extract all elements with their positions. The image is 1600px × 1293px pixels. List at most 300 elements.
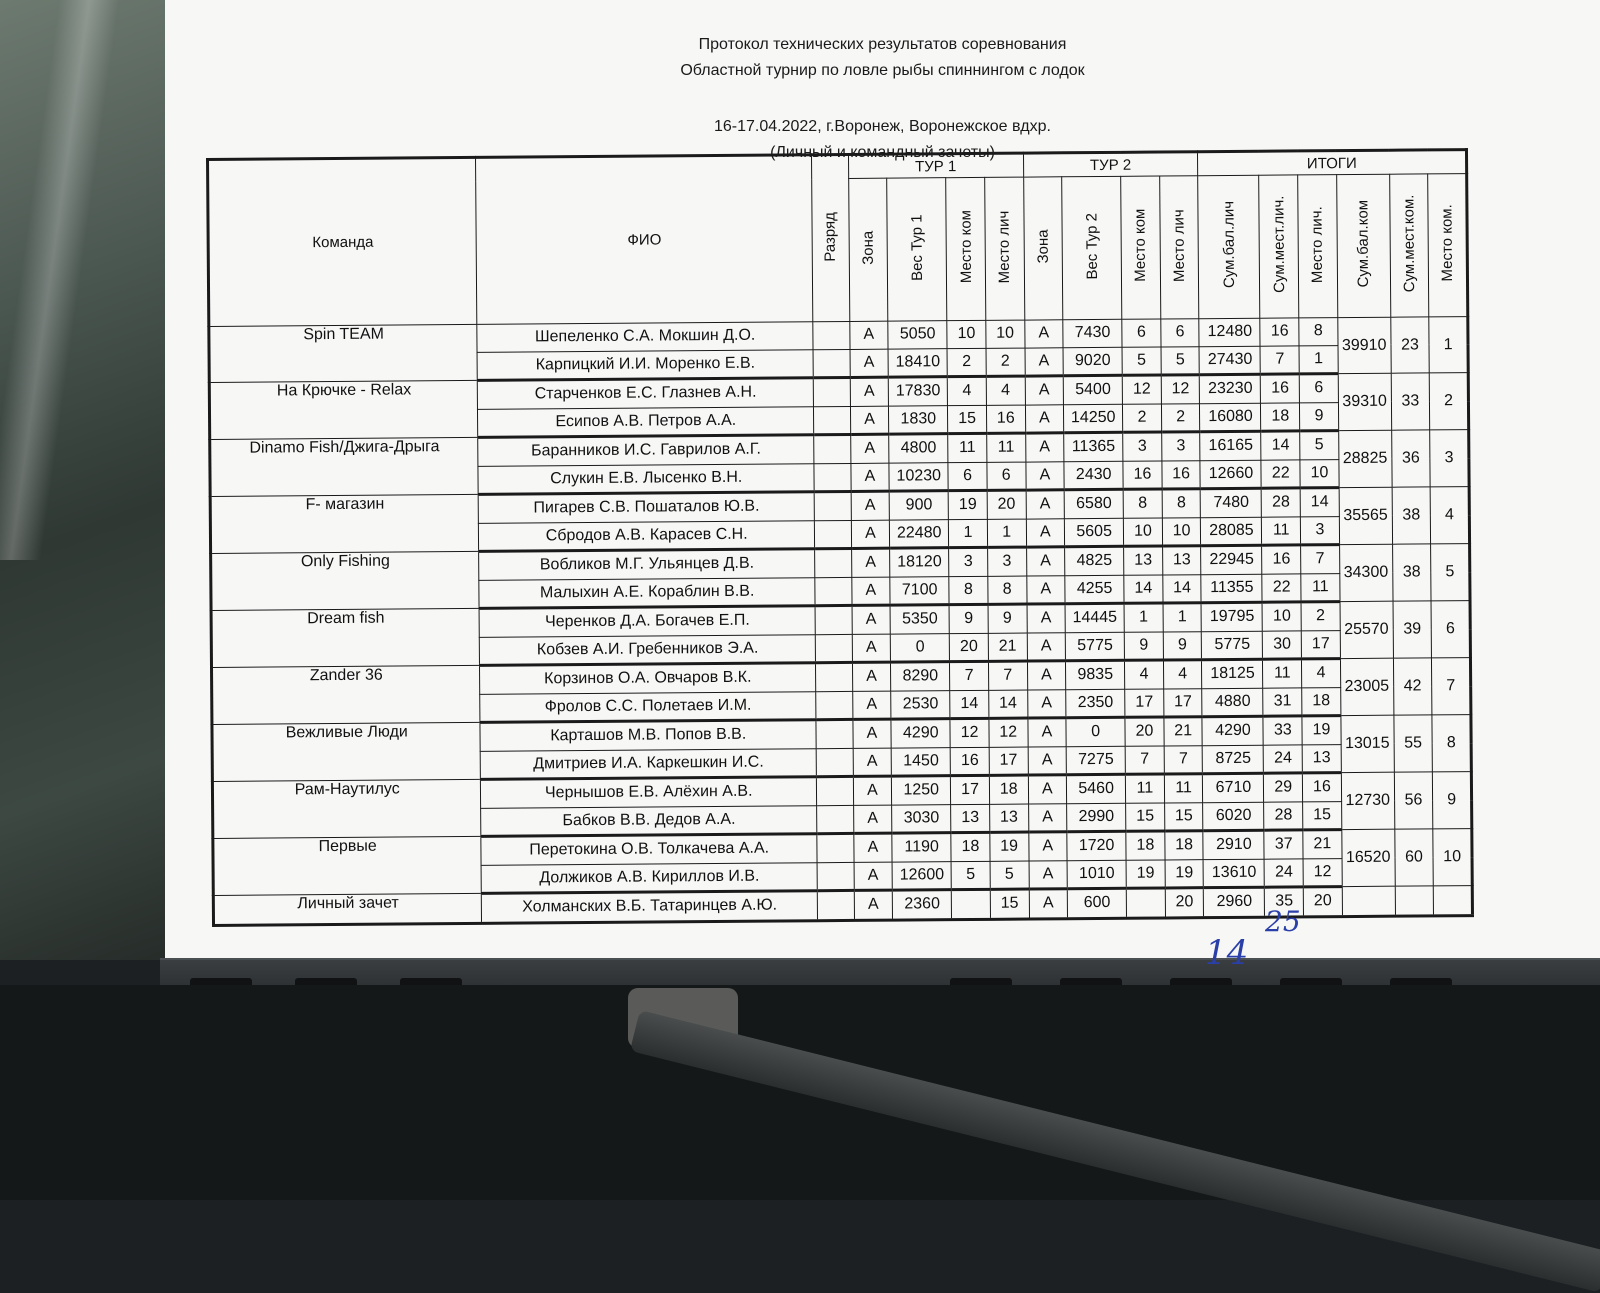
cell-fio: Фролов С.С. Полетаев И.М. [480,691,816,722]
cell-zone2: A [1024,320,1063,348]
cell-weight1: 5350 [890,605,949,634]
cell-pers-place2: 2 [1161,403,1200,432]
cell-fio: Шепеленко С.А. Мокшин Д.О. [477,322,813,352]
cell-sum-places-pers: 24 [1264,744,1303,773]
cell-rank [814,491,851,520]
cell-pers-place1: 4 [986,376,1025,405]
cell-weight2: 14445 [1065,603,1124,632]
header-line-1: Протокол технических результатов соревнования [698,36,1067,53]
cell-pers-place2: 9 [1163,631,1202,660]
cell-team-place2: 4 [1125,660,1164,689]
cell-rank [817,890,854,920]
cell-rank [813,349,850,378]
cell-zone1: A [850,434,889,463]
cell-fio: Кобзев А.И. Гребенников Э.А. [480,634,816,665]
cell-pers-place2: 10 [1162,517,1201,546]
cell-sum-places-pers: 24 [1265,858,1304,887]
cell-fio: Бабков В.В. Дедов А.А. [481,805,817,836]
cell-fio: Вобликов М.Г. Ульянцев Д.В. [479,549,815,580]
cell-zone1: A [850,406,889,435]
cell-fio: Должиков А.В. Кириллов И.В. [482,862,818,893]
cell-team-place2: 13 [1124,546,1163,575]
cell-sum-places-pers: 11 [1262,516,1301,545]
cell-pers-place2: 5 [1161,346,1200,375]
col-zone1: Зона [848,178,888,321]
cell-team-place1: 10 [947,320,986,348]
cell-sum-places-pers: 16 [1260,318,1299,346]
cell-sum-places-pers: 37 [1264,830,1303,859]
cell-zone1: A [852,634,891,663]
cell-sum-places-pers: 10 [1262,602,1301,631]
header-line-2: Областной турнир по ловле рыбы спиннингом с лодок [680,62,1085,79]
cell-zone2: A [1025,376,1064,405]
cell-pers-place1: 14 [989,690,1028,719]
col-sum-points-pers: Сум.бал.лич [1198,175,1260,318]
cell-zone1: A [850,349,889,378]
cell-team-place2: 14 [1124,574,1163,603]
cell-place-pers: 4 [1302,659,1341,688]
cell-place-pers: 6 [1299,374,1338,403]
cell-sum-points-pers: 5775 [1202,631,1263,660]
cell-pers-place2: 7 [1164,745,1203,774]
cell-sum-places-pers: 18 [1261,402,1300,431]
cell-sum-points-team: 13015 [1341,715,1394,772]
cell-zone1: A [852,691,891,720]
cell-zone2: A [1029,860,1068,889]
signature-time-minutes: 25 [1265,905,1301,938]
cell-rank [816,662,853,691]
cell-sum-points-pers: 6710 [1203,773,1264,802]
cell-team-place2: 19 [1126,859,1165,888]
cell-weight1: 17830 [889,377,948,406]
cell-place-pers: 17 [1301,630,1340,659]
cell-sum-points-pers: 13610 [1204,859,1265,888]
cell-place-pers: 19 [1302,716,1341,745]
cell-team-place2: 8 [1123,489,1162,518]
cell-zone2: A [1025,433,1064,462]
cell-pers-place1: 21 [988,633,1027,662]
cell-zone1: A [851,463,890,492]
cell-rank [816,719,853,748]
cell-sum-points-pers: 16080 [1200,403,1261,432]
cell-place-team: 8 [1432,715,1471,772]
cell-pers-place2: 21 [1164,717,1203,746]
cell-fio: Корзинов О.А. Овчаров В.К. [480,663,816,694]
cell-zone1: A [853,748,892,777]
cell-weight2: 4825 [1065,546,1124,575]
results-body [209,317,1473,925]
cell-rank [813,406,850,435]
cell-weight2: 5460 [1067,774,1126,803]
cell-weight1: 22480 [890,519,949,548]
cell-sum-points-team: 23005 [1340,658,1393,715]
cell-zone2: A [1026,490,1065,519]
cell-place-pers: 7 [1301,545,1340,574]
cell-fio: Черенков Д.А. Богачев Е.П. [479,606,815,637]
col-place-team: Место ком. [1428,174,1468,317]
cell-weight2: 1720 [1067,831,1126,860]
cell-weight2: 7430 [1063,319,1122,347]
cell-team-place2: 2 [1123,404,1162,433]
cell-sum-places-team: 36 [1391,430,1430,487]
cell-weight1: 1250 [892,776,951,805]
cell-sum-places-team: 38 [1392,544,1431,601]
cell-rank [816,691,853,720]
cell-weight2: 7275 [1066,746,1125,775]
cell-fio: Пигарев С.В. Пошаталов Ю.В. [479,492,815,523]
team-name-cell: Личный зачет [213,893,482,925]
cell-weight1: 1830 [889,405,948,434]
cell-pers-place1: 17 [989,747,1028,776]
team-name-cell: Zander 36 [212,665,481,724]
cell-weight2: 1010 [1067,860,1126,889]
cell-team-place1: 19 [948,490,987,519]
col-team-place2: Место ком [1121,176,1161,319]
cell-sum-places-pers: 7 [1260,345,1299,374]
cell-weight2: 11365 [1064,432,1123,461]
cell-pers-place1: 10 [986,320,1025,348]
cell-weight2: 4255 [1065,575,1124,604]
cell-pers-place1: 11 [987,433,1026,462]
cell-place-pers: 5 [1300,431,1339,460]
cell-place-team: 5 [1431,544,1470,601]
cell-sum-places-team: 38 [1392,487,1431,544]
cell-team-place2: 6 [1122,319,1161,347]
cell-place-pers: 8 [1299,318,1338,346]
cell-team-place1: 8 [949,576,988,605]
cell-weight1: 1450 [891,747,950,776]
col-sum-places-pers: Сум.мест.лич. [1259,175,1299,318]
cell-team-place2: 3 [1123,432,1162,461]
cell-sum-points-pers: 4880 [1202,688,1263,717]
cell-pers-place2: 15 [1164,802,1203,831]
cell-place-team: 4 [1430,487,1469,544]
team-name-cell: Only Fishing [211,551,480,610]
cell-sum-points-pers: 11355 [1201,574,1262,603]
cell-zone1: A [852,662,891,691]
cell-fio: Слукин Е.В. Лысенко В.Н. [478,463,814,494]
cell-pers-place1: 7 [988,661,1027,690]
cell-sum-places-pers: 31 [1263,687,1302,716]
cell-rank [814,520,851,549]
cell-team-place1: 9 [949,604,988,633]
cell-sum-places-pers: 16 [1261,374,1300,403]
cell-zone2: A [1026,575,1065,604]
cell-sum-places-pers: 14 [1261,431,1300,460]
cell-sum-places-pers: 35 [1265,887,1304,917]
cell-sum-points-pers: 27430 [1199,346,1260,375]
cell-zone1: A [851,577,890,606]
cell-team-place2: 12 [1122,375,1161,404]
cell-pers-place2: 18 [1165,831,1204,860]
cell-rank [815,634,852,663]
col-sum-places-team: Сум.мест.ком. [1389,174,1429,317]
cell-team-place2: 5 [1122,347,1161,376]
cell-team-place1: 1 [949,519,988,548]
cell-rank [813,321,850,349]
cell-team-place1: 3 [949,547,988,576]
header-line-3: 16-17.04.2022, г.Воронеж, Воронежское вдхр. [714,118,1051,135]
cell-rank [817,833,854,862]
windshield-glass [0,0,170,960]
cell-place-pers: 3 [1300,516,1339,545]
cell-pers-place1: 15 [990,889,1029,919]
cell-zone2: A [1028,746,1067,775]
cell-rank [814,463,851,492]
cell-sum-points-pers: 12480 [1199,318,1260,346]
cell-fio: Карпицкий И.И. Моренко Е.В. [477,349,813,380]
cell-weight1: 12600 [892,861,951,890]
cell-weight1: 1190 [892,833,951,862]
cell-pers-place2: 4 [1163,660,1202,689]
cell-weight1: 4800 [889,434,948,463]
cell-sum-points-pers: 7480 [1201,488,1262,517]
handwritten-signature [1205,905,1565,980]
cell-team-place2: 10 [1124,518,1163,547]
cell-sum-points-pers: 18125 [1202,659,1263,688]
col-fio: ФИО [476,155,813,325]
cell-pers-place1: 20 [987,490,1026,519]
cell-sum-places-pers: 29 [1264,773,1303,802]
cell-sum-places-pers: 11 [1263,659,1302,688]
cell-place-pers: 18 [1302,687,1341,716]
cell-fio: Холманских В.Б. Татаринцев А.Ю. [482,891,818,923]
cell-place-team: 10 [1433,829,1472,886]
cell-weight2: 2990 [1067,803,1126,832]
cell-sum-places-pers: 16 [1262,545,1301,574]
cell-team-place2: 1 [1124,603,1163,632]
cell-rank [816,748,853,777]
cell-place-team: 3 [1430,430,1469,487]
cell-sum-places-team: 42 [1393,658,1432,715]
cell-sum-places-pers: 28 [1262,488,1301,517]
cell-pers-place2: 1 [1163,603,1202,632]
cell-sum-points-pers: 8725 [1203,745,1264,774]
cell-weight1: 2360 [893,890,952,920]
cell-place-pers: 20 [1303,887,1342,917]
cell-rank [814,434,851,463]
col-group-tour1: ТУР 1 [848,153,1023,178]
header-line-4: (Личный и командный зачеты) [770,144,995,161]
results-table [206,148,1474,926]
cell-pers-place2: 17 [1163,688,1202,717]
col-zone2: Зона [1023,177,1063,320]
cell-pers-place1: 9 [988,604,1027,633]
cell-zone1: A [854,862,893,891]
cell-rank [815,577,852,606]
cell-weight2: 600 [1067,888,1126,918]
col-team-place1: Место ком [946,177,986,320]
cell-pers-place2: 14 [1163,574,1202,603]
cell-zone1: A [854,890,893,920]
team-name-cell: Рам-Наутилус [212,779,481,838]
cell-zone2: A [1029,889,1068,919]
cell-team-place1: 4 [947,376,986,405]
cell-pers-place2: 8 [1162,489,1201,518]
cell-sum-points-pers: 2960 [1204,887,1265,917]
col-rank-label: Разряд [821,211,840,262]
cell-sum-places-pers: 33 [1263,716,1302,745]
cell-pers-place2: 19 [1165,859,1204,888]
cell-rank [817,862,854,891]
cell-sum-places-pers: 22 [1262,573,1301,602]
cell-weight2: 2350 [1066,689,1125,718]
cell-pers-place2: 3 [1161,432,1200,461]
col-weight2: Вес Тур 2 [1062,176,1122,319]
cell-sum-points-pers: 23230 [1200,374,1261,403]
cell-zone1: A [851,520,890,549]
cell-team-place2: 15 [1126,802,1165,831]
cell-zone2: A [1027,689,1066,718]
cell-place-pers: 13 [1302,744,1341,773]
cell-weight1: 0 [891,633,950,662]
cell-fio: Есипов А.В. Петров А.А. [478,406,814,437]
cell-place-pers: 9 [1300,402,1339,431]
cell-zone2: A [1027,718,1066,747]
cell-sum-places-team: 60 [1394,829,1433,886]
cell-pers-place2: 20 [1165,888,1204,918]
cell-pers-place1: 1 [987,519,1026,548]
cell-place-pers: 14 [1300,488,1339,517]
cell-zone2: A [1025,347,1064,376]
col-sum-points-team: Сум.бал.ком [1336,174,1390,317]
team-name-cell: Dream fish [211,608,480,667]
cell-weight2: 5605 [1065,518,1124,547]
cell-zone2: A [1028,832,1067,861]
cell-sum-points-pers: 28085 [1201,517,1262,546]
col-group-totals: ИТОГИ [1198,150,1467,176]
cell-zone2: A [1026,518,1065,547]
cell-place-pers: 11 [1301,573,1340,602]
cell-team-place2: 17 [1125,688,1164,717]
cell-weight1: 5050 [888,321,947,349]
glass-reflection [0,0,119,560]
cell-team-place1: 13 [951,804,990,833]
cell-place-pers: 12 [1303,858,1342,887]
cell-sum-points-pers: 22945 [1201,545,1262,574]
cell-weight1: 8290 [891,662,950,691]
cell-zone1: A [853,805,892,834]
cell-sum-points-team: 39310 [1338,373,1391,430]
col-place-pers: Место лич. [1298,175,1338,318]
cell-team-place1: 15 [948,405,987,434]
cell-sum-places-pers: 28 [1264,801,1303,830]
cell-pers-place1: 6 [987,462,1026,491]
cell-place-team: 6 [1431,601,1470,658]
cell-pers-place2: 16 [1162,460,1201,489]
cell-weight2: 14250 [1064,404,1123,433]
cell-team-place2: 20 [1125,717,1164,746]
cell-weight1: 10230 [889,462,948,491]
team-name-cell: Вежливые Люди [212,722,481,781]
col-pers-place1: Место лич [985,177,1025,320]
cell-weight1: 18120 [890,548,949,577]
cell-team-place1: 18 [951,832,990,861]
cell-zone2: A [1028,775,1067,804]
cell-weight1: 7100 [890,576,949,605]
cell-zone1: A [851,548,890,577]
cell-pers-place1: 5 [990,861,1029,890]
cell-place-pers: 16 [1302,773,1341,802]
cell-team-place2: 18 [1126,831,1165,860]
cell-fio: Сбродов А.В. Карасев С.Н. [479,520,815,551]
cell-sum-places-team: 56 [1394,772,1433,829]
cell-place-pers: 10 [1300,459,1339,488]
cell-sum-points-pers: 12660 [1200,460,1261,489]
col-weight1: Вес Тур 1 [887,178,947,321]
cell-place-pers: 15 [1303,801,1342,830]
cell-team-place1: 2 [947,348,986,377]
cell-place-team: 7 [1432,658,1471,715]
cell-weight2: 2430 [1064,461,1123,490]
cell-pers-place1: 8 [988,576,1027,605]
cell-weight2: 0 [1066,717,1125,746]
cell-sum-points-team: 25570 [1340,601,1393,658]
cell-zone2: A [1027,604,1066,633]
cell-team-place2: 11 [1126,774,1165,803]
cell-pers-place2: 6 [1161,319,1200,347]
cell-weight1: 18410 [888,348,947,377]
cell-zone2: A [1027,632,1066,661]
cell-zone1: A [850,377,889,406]
cell-place-team: 1 [1429,317,1468,373]
cell-fio: Малыхин А.Е. Кораблин В.В. [479,577,815,608]
cell-sum-points-pers: 2910 [1203,830,1264,859]
cell-zone2: A [1025,404,1064,433]
cell-sum-points-team: 12730 [1341,772,1394,829]
team-name-cell: Spin TEAM [209,324,478,382]
cell-zone1: A [849,321,888,349]
cell-place-team: 9 [1433,772,1472,829]
cell-rank [816,776,853,805]
cell-pers-place1: 16 [986,405,1025,434]
cell-zone2: A [1026,547,1065,576]
cell-weight1: 3030 [892,804,951,833]
cell-team-place2: 16 [1123,461,1162,490]
cell-fio: Карташов М.В. Попов В.В. [480,720,816,751]
cell-zone1: A [853,719,892,748]
cell-sum-points-team: 28825 [1338,430,1391,487]
cell-team-place1: 14 [950,690,989,719]
cell-weight2: 5775 [1065,632,1124,661]
cell-pers-place1: 12 [989,718,1028,747]
cell-sum-places-team: 33 [1391,373,1430,430]
cell-sum-points-pers: 16165 [1200,431,1261,460]
cell-rank [815,605,852,634]
cell-team-place1: 6 [948,462,987,491]
cell-fio: Баранников И.С. Гаврилов А.Г. [478,435,814,466]
cell-sum-points-team: 34300 [1339,544,1392,601]
cell-sum-points-pers: 4290 [1202,716,1263,745]
cell-team-place1: 5 [951,861,990,890]
cell-team-place2: 9 [1124,631,1163,660]
cell-team-place1 [952,889,991,919]
col-rank [812,154,850,321]
cell-place-pers: 2 [1301,602,1340,631]
col-team: Команда [208,157,478,326]
cell-pers-place1: 3 [987,547,1026,576]
cell-weight2: 6580 [1064,489,1123,518]
cell-sum-places-pers: 30 [1263,630,1302,659]
cell-team-place1: 20 [949,633,988,662]
cell-rank [815,548,852,577]
cell-zone1: A [853,833,892,862]
cell-weight2: 9835 [1066,660,1125,689]
team-name-cell: На Крючке - Relax [209,380,478,439]
cell-team-place1: 16 [950,747,989,776]
cell-zone2: A [1025,461,1064,490]
cell-fio: Дмитриев И.А. Каркешкин И.С. [481,748,817,779]
